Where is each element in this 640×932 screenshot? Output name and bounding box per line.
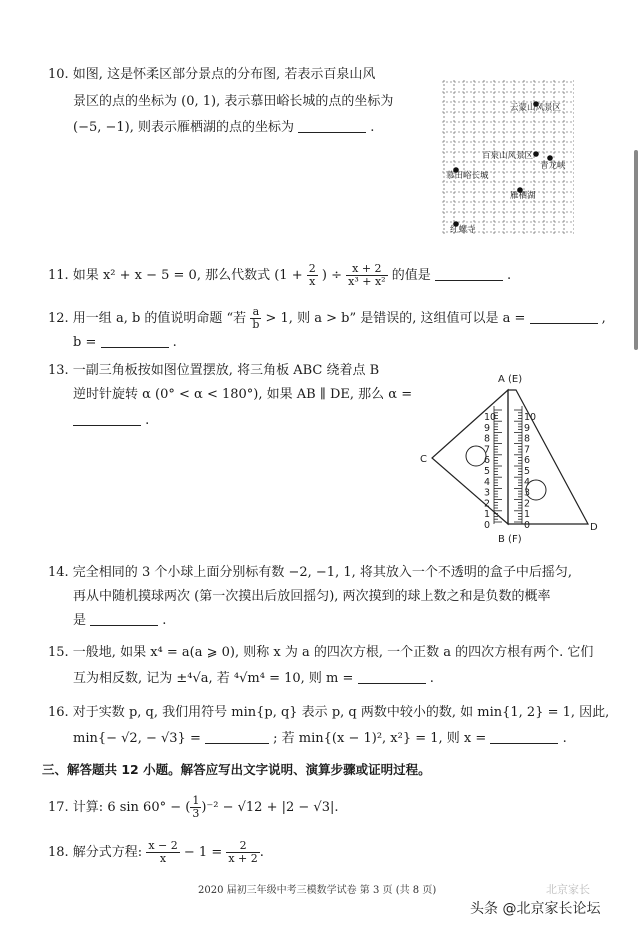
fraction: $\frac{x - 2}{x}$: [148, 839, 178, 866]
page-footer: 2020 届初三年级中考三模数学试卷 第 3 页 (共 8 页): [198, 885, 437, 896]
label-D: D: [590, 522, 598, 533]
hole-circle: [466, 446, 486, 466]
ruler-tick-label: 1: [524, 509, 531, 521]
ruler-tick-label: 9: [484, 422, 491, 434]
ruler-tick-label: 7: [524, 444, 531, 456]
answer-blank[interactable]: [435, 280, 503, 281]
scrollbar[interactable]: [634, 150, 638, 350]
ruler-tick-label: 9: [524, 422, 531, 434]
fraction: $\frac{a}{b}$: [252, 305, 260, 332]
q12-line2: b = .: [73, 335, 177, 350]
q15-line1: 15. 一般地, 如果 x⁴ = a(a ⩾ 0), 则称 x 为 a 的四次方根, 一个正数 a 的四次方根有两个. 它们: [48, 645, 594, 660]
ruler-tick-label: 8: [484, 433, 491, 445]
fraction: $\frac{2}{x + 2}$: [228, 839, 258, 866]
ruler-tick-label: 3: [484, 487, 491, 499]
label-B-F: B (F): [498, 534, 522, 545]
watermark: 头条 @北京家长论坛: [470, 901, 601, 917]
answer-blank[interactable]: [73, 425, 141, 426]
q10-line2: 景区的点的坐标为 (0, 1), 表示慕田峪长城的点的坐标为: [73, 94, 394, 109]
ruler-tick-label: 0: [524, 520, 531, 531]
q13-line2: 逆时针旋转 α (0° < α < 180°), 如果 AB ∥ DE, 那么 α =: [73, 387, 413, 402]
scenic-map-figure: [440, 78, 574, 238]
q17-line: 17. 计算: 6 sin 60° − ( $\frac{1}{3}$ )⁻² − √12 + |2 − √3|.: [48, 794, 339, 821]
q10-line3: (−5, −1), 则表示雁栖湖的点的坐标为 .: [73, 120, 375, 135]
map-point-label: 百泉山风景区: [482, 151, 534, 161]
q18-line: 18. 解分式方程: $\frac{x - 2}{x}$ − 1 = $\frac{2}{x + 2}$ .: [48, 839, 264, 866]
q14-line1: 14. 完全相同的 3 个小球上面分别标有数 −2, −1, 1, 将其放入一个不透明的盒子中后摇匀,: [48, 565, 572, 580]
ruler-tick-label: 2: [484, 498, 491, 510]
fraction: $\frac{1}{3}$: [192, 794, 200, 821]
answer-blank[interactable]: [101, 347, 169, 348]
q12-line1: 12. 用一组 a, b 的值说明命题 “若 $\frac{a}{b}$ > 1, 则 a > b” 是错误的, 这组值可以是 a = ,: [48, 305, 606, 332]
ruler-tick-label: 8: [524, 433, 531, 445]
answer-blank[interactable]: [490, 743, 558, 744]
ruler-tick-label: 6: [484, 455, 491, 467]
map-point-label: 雁栖湖: [510, 191, 536, 201]
q11-line: 11. 如果 x² + x − 5 = 0, 那么代数式 (1 + $\frac{2}{x}$ ) ÷ $\frac{x + 2}{\text{x³ + x²}}$ 的值是 .: [48, 262, 512, 289]
answer-blank[interactable]: [530, 323, 598, 324]
map-point-label: 红螺寺: [450, 225, 476, 235]
q15-line2: 互为相反数, 记为 ±⁴√a, 若 ⁴√m⁴ = 10, 则 m = .: [73, 671, 434, 686]
ruler-tick-label: 1: [484, 509, 491, 521]
label-C: C: [420, 454, 427, 465]
ruler-tick-label: 6: [524, 455, 531, 467]
ruler-tick-label: 10: [484, 412, 497, 423]
ruler-tick-label: 5: [484, 466, 491, 477]
ruler-tick-label: 3: [524, 487, 531, 499]
ruler-tick-label: 10: [524, 412, 537, 423]
triangle-rulers-figure: [420, 366, 610, 546]
q13-line3: .: [73, 414, 149, 427]
label-A-E: A (E): [498, 374, 523, 385]
map-point-label: 慕田峪长城: [446, 171, 489, 181]
answer-blank[interactable]: [205, 743, 269, 744]
map-point-label: 云蒙山风景区: [510, 103, 562, 113]
fraction: $\frac{x + 2}{\text{x³ + x²}}$: [348, 262, 386, 289]
watermark-faint: 北京家长: [546, 883, 590, 896]
map-point: [533, 151, 539, 157]
answer-blank[interactable]: [90, 625, 158, 626]
ruler-tick-label: 4: [484, 476, 491, 488]
ruler-tick-label: 7: [484, 444, 491, 456]
section-heading: 三、解答题共 12 小题。解答应写出文字说明、演算步骤或证明过程。: [42, 762, 431, 777]
fraction: $\frac{2}{x}$: [308, 262, 316, 289]
q14-line2: 再从中随机摸球两次 (第一次摸出后放回摇匀), 两次摸到的球上数之和是负数的概率: [73, 589, 551, 604]
answer-blank[interactable]: [358, 683, 426, 684]
answer-blank[interactable]: [298, 132, 366, 133]
ruler-tick-label: 4: [524, 476, 531, 488]
q10-line1: 10. 如图, 这是怀柔区部分景点的分布图, 若表示百泉山风: [48, 67, 376, 82]
map-point: [547, 155, 553, 161]
map-point-label: 青龙峡: [540, 161, 566, 171]
q14-line3: 是 .: [73, 613, 167, 628]
q16-line2: min{− √2, − √3} = ; 若 min{(x − 1)², x²} = 1, 则 x = .: [73, 731, 567, 746]
ruler-tick-label: 5: [524, 466, 531, 477]
ruler-tick-label: 0: [484, 520, 491, 531]
ruler-tick-label: 2: [524, 498, 531, 510]
q13-line1: 13. 一副三角板按如图位置摆放, 将三角板 ABC 绕着点 B: [48, 363, 380, 378]
q16-line1: 16. 对于实数 p, q, 我们用符号 min{p, q} 表示 p, q 两数中较小的数, 如 min{1, 2} = 1, 因此,: [48, 705, 610, 720]
